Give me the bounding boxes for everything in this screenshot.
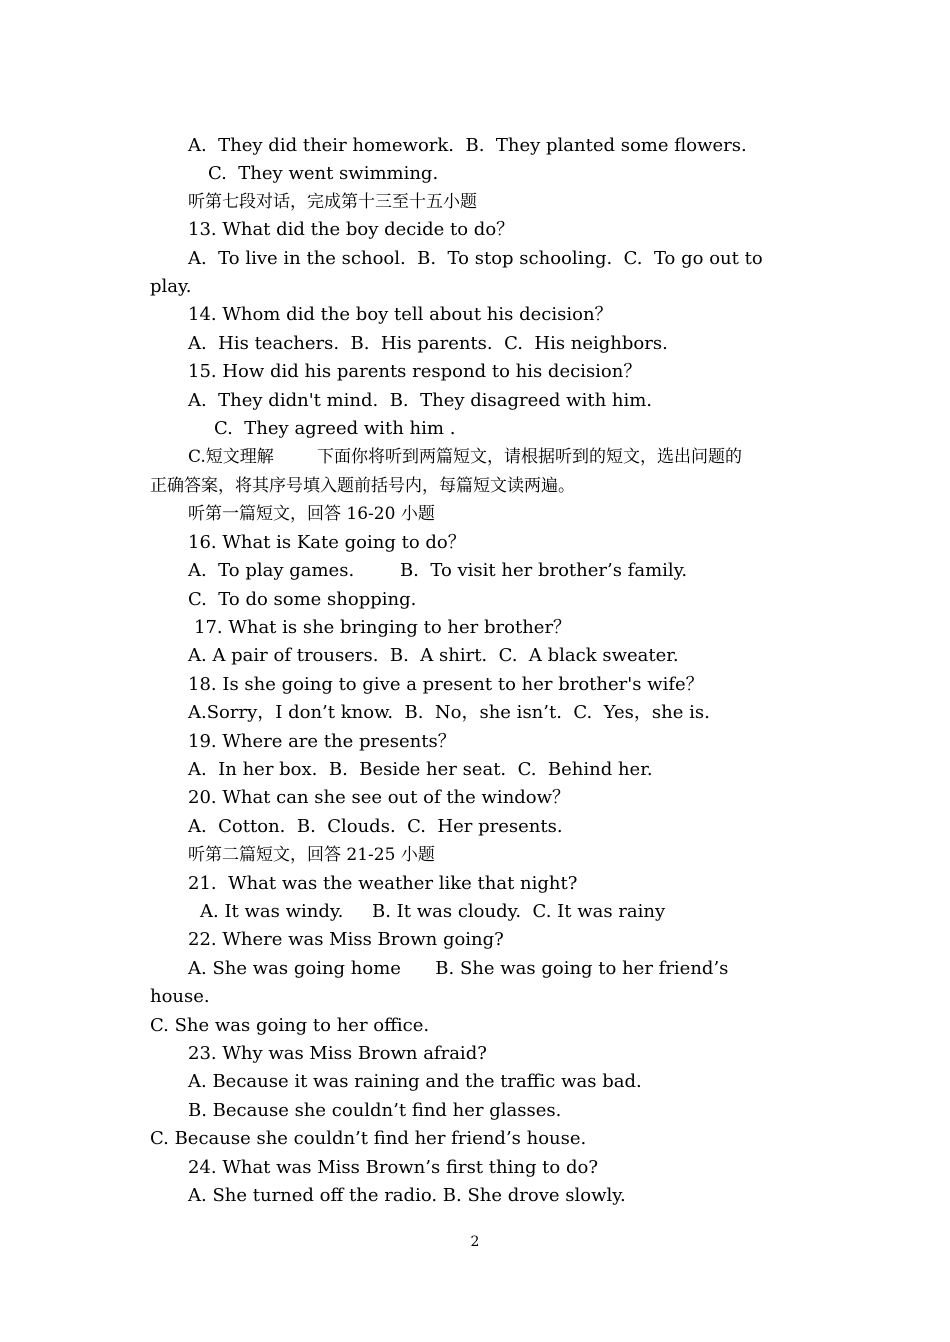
text-line: 正确答案，将其序号填入题前括号内，每篇短文读两遍。 xyxy=(150,476,575,496)
text-line: 听第二篇短文，回答 21-25 小题 xyxy=(188,845,435,865)
text-line: A. His teachers. B. His parents. C. His neighbors. xyxy=(188,333,668,354)
text-line: A. To play games. B. To visit her brother’s family. xyxy=(188,560,688,581)
text-line: A. It was windy. B. It was cloudy. C. It was rainy xyxy=(200,901,666,922)
question-18: 18. Is she going to give a present to her brother's wife？ xyxy=(188,674,704,695)
question-17: 17. What is she bringing to her brother？ xyxy=(194,617,572,638)
question-16: 16. What is Kate going to do？ xyxy=(188,532,466,553)
question-19: 19. Where are the presents？ xyxy=(188,731,456,752)
text-line: 听第七段对话，完成第十三至十五小题 xyxy=(188,192,477,212)
text-line: play. xyxy=(150,276,192,297)
text-line: C. Because she couldn’t find her friend’s house. xyxy=(150,1128,587,1149)
text-line: A. She was going home B. She was going to her friend’s xyxy=(188,958,729,979)
question-13: 13. What did the boy decide to do？ xyxy=(188,219,515,240)
question-14: 14. Whom did the boy tell about his decision？ xyxy=(188,304,613,325)
text-line: B. Because she couldn’t find her glasses. xyxy=(188,1100,562,1121)
section-heading: C.短文理解 下面你将听到两篇短文，请根据听到的短文，选出问题的 xyxy=(188,447,743,467)
text-line: A. A pair of trousers. B. A shirt. C. A black sweater. xyxy=(188,645,679,666)
question-20: 20. What can she see out of the window？ xyxy=(188,787,571,808)
text-line: C. They went swimming. xyxy=(208,163,439,184)
text-line: A.Sorry，I don’t know. B. No，she isn’t. C. Yes，she is. xyxy=(188,702,710,723)
text-line: A. They did their homework. B. They planted some flowers. xyxy=(188,135,747,156)
text-line: 听第一篇短文，回答 16-20 小题 xyxy=(188,504,435,524)
question-22: 22. Where was Miss Brown going? xyxy=(188,929,504,950)
text-line: A. To live in the school. B. To stop schooling. C. To go out to xyxy=(188,248,763,269)
question-23: 23. Why was Miss Brown afraid? xyxy=(188,1043,487,1064)
text-line: A. Cotton. B. Clouds. C. Her presents. xyxy=(188,816,563,837)
text-line: C. To do some shopping. xyxy=(188,589,417,610)
question-24: 24. What was Miss Brown’s first thing to do? xyxy=(188,1157,598,1178)
question-21: 21. What was the weather like that night? xyxy=(188,873,578,894)
text-line: A. She turned off the radio. B. She drove slowly. xyxy=(188,1185,626,1206)
text-line: C. They agreed with him . xyxy=(214,418,456,439)
text-line: A. In her box. B. Beside her seat. C. Behind her. xyxy=(188,759,653,780)
text-line: A. Because it was raining and the traffic was bad. xyxy=(188,1071,642,1092)
text-line: A. They didn't mind. B. They disagreed with him. xyxy=(188,390,653,411)
text-line: house. xyxy=(150,986,210,1007)
text-line: C. She was going to her office. xyxy=(150,1015,430,1036)
question-15: 15. How did his parents respond to his decision？ xyxy=(188,361,642,382)
page-number: 2 xyxy=(470,1234,480,1250)
